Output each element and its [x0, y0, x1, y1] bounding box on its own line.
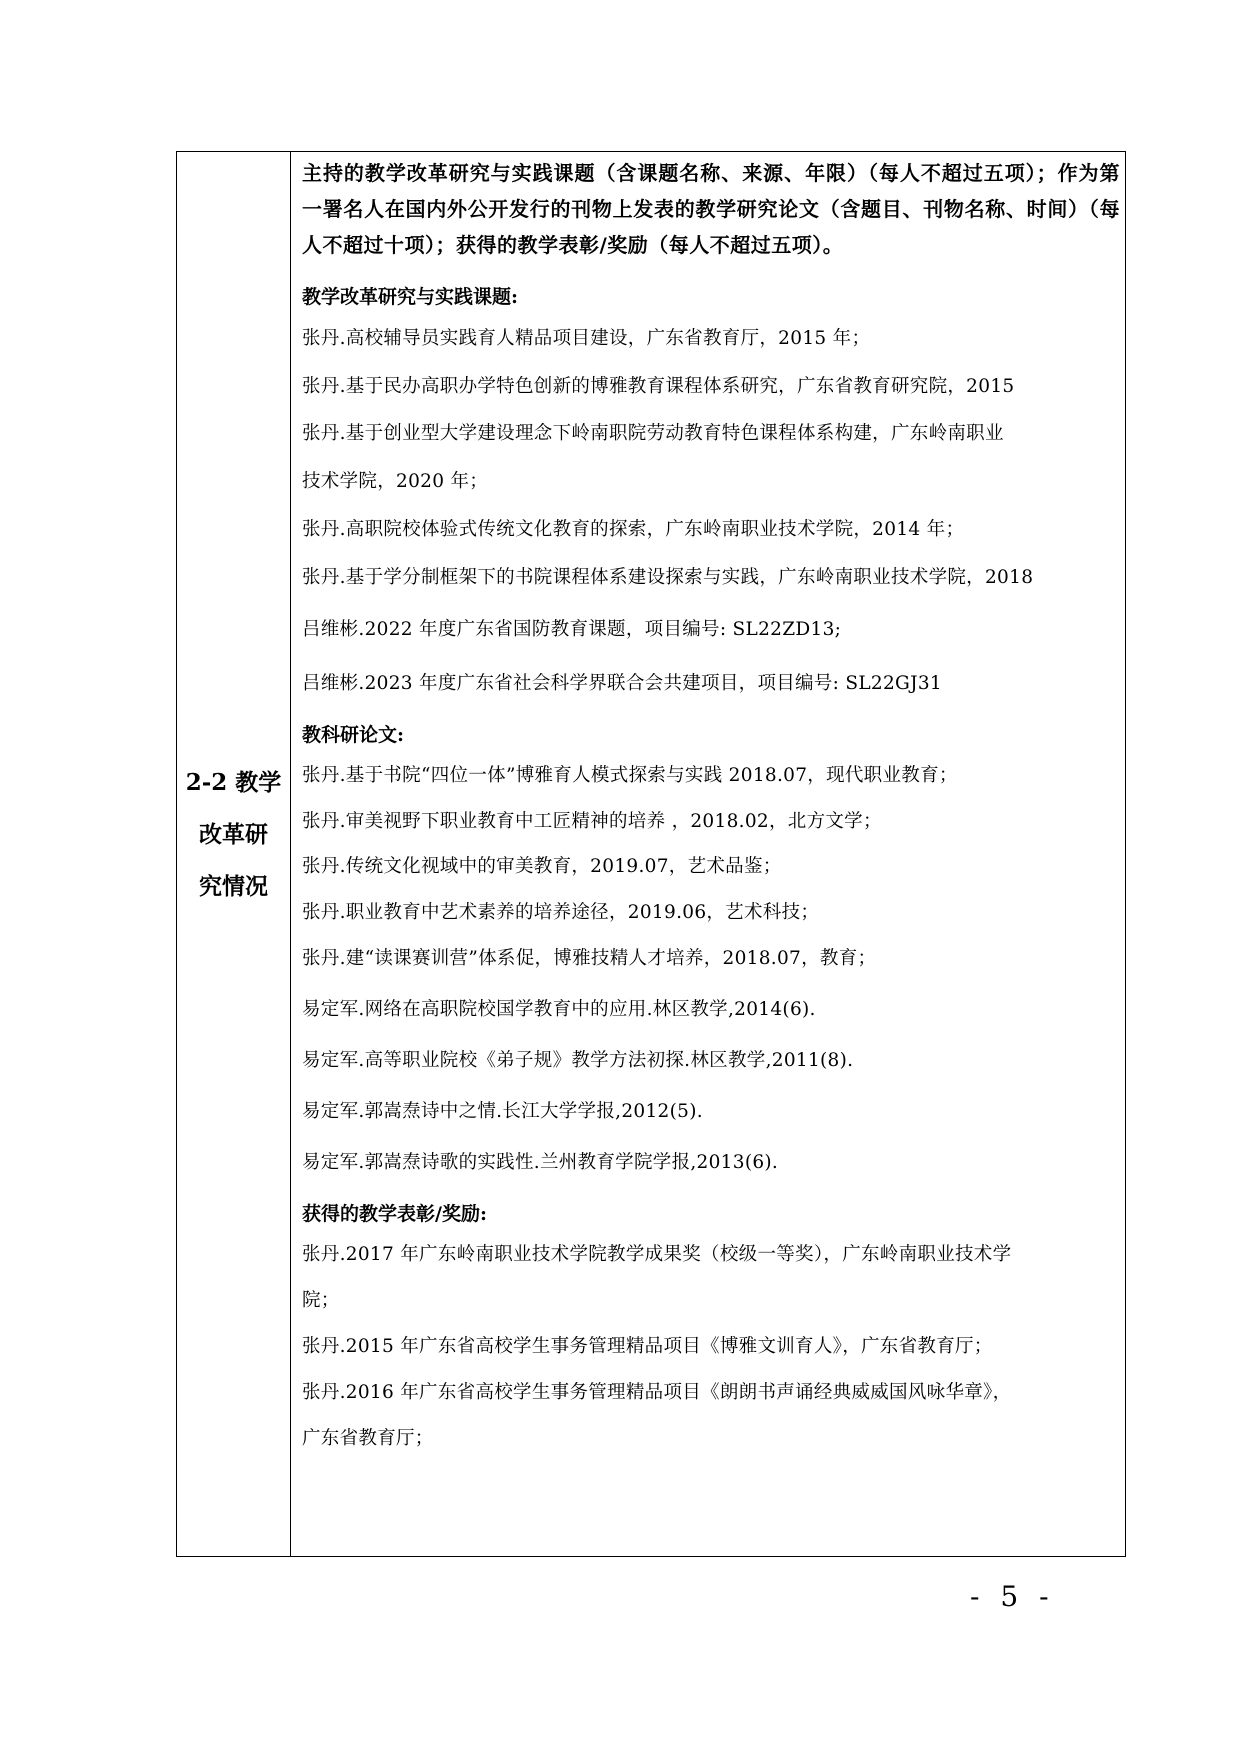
papers-title: 教科研论文: — [302, 724, 405, 746]
section-label — [177, 757, 290, 913]
list-item: 张丹.高职院校体验式传统文化教育的探索，广东岭南职业技术学院，2014 年； — [302, 519, 965, 540]
list-item: 张丹.职业教育中艺术素养的培养途径，2019.06，艺术科技； — [302, 902, 820, 923]
column-divider — [290, 152, 291, 1556]
list-item: 张丹.基于创业型大学建设理念下岭南职院劳动教育特色课程体系构建，广东岭南职业 — [302, 423, 1004, 444]
page-number: - 5 - — [970, 1580, 1055, 1613]
list-item: 张丹.审美视野下职业教育中工匠精神的培养 ，2018.02，北方文学； — [302, 811, 882, 832]
list-item: 易定军.郭嵩焘诗中之情.长江大学学报,2012(5). — [302, 1101, 703, 1122]
list-item: 张丹.2017 年广东岭南职业技术学院教学成果奖（校级一等奖），广东岭南职业技术学 — [302, 1244, 1012, 1265]
content-cell — [302, 152, 1120, 1449]
awards-title: 获得的教学表彰/奖励: — [302, 1203, 487, 1225]
list-item: 易定军.高等职业院校《弟子规》教学方法初探.林区教学,2011(8). — [302, 1050, 854, 1071]
list-item: 张丹.基于民办高职办学特色创新的博雅教育课程体系研究，广东省教育研究院，2015 — [302, 376, 1015, 397]
list-item: 张丹.2016 年广东省高校学生事务管理精品项目《朗朗书声诵经典威威国风咏华章》， — [302, 1382, 1012, 1403]
list-item: 吕维彬.2023 年度广东省社会科学界联合会共建项目，项目编号: SL22GJ31 — [302, 673, 942, 694]
list-item: 张丹.基于书院“四位一体”博雅育人模式探索与实践 2018.07，现代职业教育； — [302, 765, 958, 786]
section-label-line: 2-2 教学 — [185, 769, 282, 796]
intro-text: 主持的教学改革研究与实践课题（含课题名称、来源、年限）（每人不超过五项）；作为第一署名人在国内外公开发行的刊物上发表的教学研究论文（含题目、刊物名称、时间）（每人不超过十项）；获得的教学表彰/奖励（每人不超过五项）。 — [302, 161, 1120, 257]
list-item: 技术学院，2020 年； — [302, 471, 489, 492]
list-item: 张丹.传统文化视域中的审美教育，2019.07，艺术品鉴； — [302, 856, 782, 877]
list-item: 张丹.高校辅导员实践育人精品项目建设，广东省教育厅，2015 年； — [302, 328, 871, 349]
section-label-line: 究情况 — [199, 873, 268, 900]
section-label-line: 改革研 — [199, 821, 268, 848]
list-item: 易定军.郭嵩焘诗歌的实践性.兰州教育学院学报,2013(6). — [302, 1152, 779, 1173]
list-item: 吕维彬.2022 年度广东省国防教育课题，项目编号: SL22ZD13; — [302, 619, 842, 640]
list-item: 广东省教育厅； — [302, 1428, 434, 1449]
projects-title: 教学改革研究与实践课题: — [302, 286, 519, 308]
list-item: 张丹.2015 年广东省高校学生事务管理精品项目《博雅文训育人》，广东省教育厅； — [302, 1336, 993, 1357]
list-item: 张丹.建“读课赛训营”体系促，博雅技精人才培养，2018.07，教育； — [302, 948, 877, 969]
content-table — [176, 151, 1126, 1557]
list-item: 院； — [302, 1290, 340, 1311]
list-item: 易定军.网络在高职院校国学教育中的应用.林区教学,2014(6). — [302, 999, 816, 1020]
list-item: 张丹.基于学分制框架下的书院课程体系建设探索与实践，广东岭南职业技术学院，2018 — [302, 567, 1034, 588]
